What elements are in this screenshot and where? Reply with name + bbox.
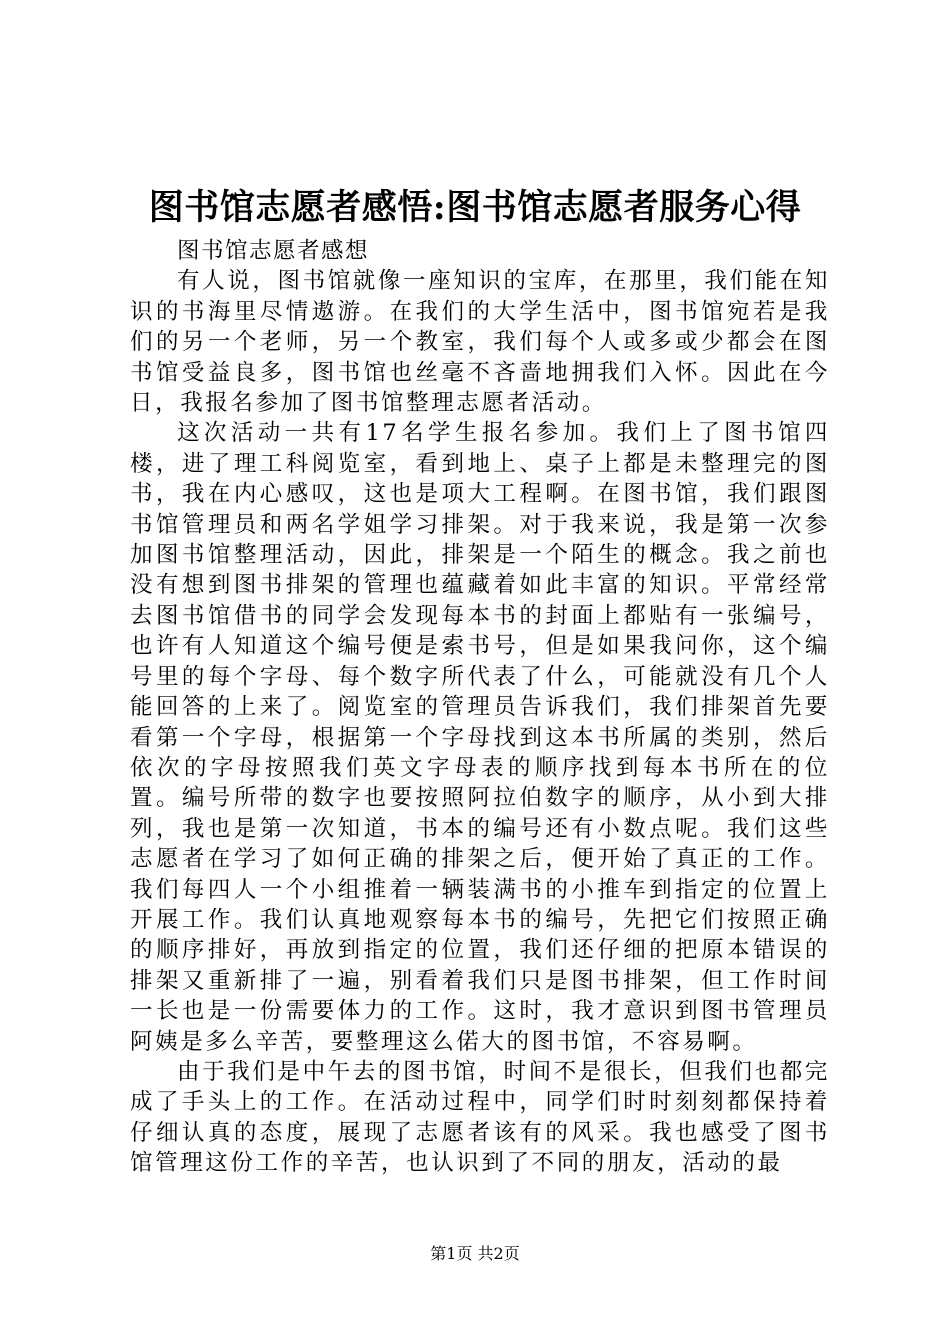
paragraph-3: 由于我们是中午去的图书馆，时间不是很长，但我们也都完成了手头上的工作。在活动过程中，同学们时时刻刻都保持着仔细认真的态度，展现了志愿者该有的风采。我也感受了图书馆管理这份工作的辛苦，也认识到了不同的朋友，活动的最 [130,1058,830,1177]
section-heading: 图书馆志愿者感想 [177,238,370,264]
paragraph-1: 有人说，图书馆就像一座知识的宝库，在那里，我们能在知识的书海里尽情遨游。在我们的大学生活中，图书馆宛若是我们的另一个老师，另一个教室，我们每个人或多或少都会在图书馆受益良多，图书馆也丝毫不吝啬地拥我们入怀。因此在今日，我报名参加了图书馆整理志愿者活动。 [130,268,830,417]
paragraph-2: 这次活动一共有17名学生报名参加。我们上了图书馆四楼，进了理工科阅览室，看到地上、桌子上都是未整理完的图书，我在内心感叹，这也是项大工程啊。在图书馆，我们跟图书馆管理员和两名学姐学习排架。对于我来说，我是第一次参加图书馆整理活动，因此，排架是一个陌生的概念。我之前也没有想到图书排架的管理也蕴藏着如此丰富的知识。平常经常去图书馆借书的同学会发现每本书的封面上都贴有一张编号，也许有人知道这个编号便是索书号，但是如果我问你，这个编号里的每个字母、每个数字所代表了什么，可能就没有几个人能回答的上来了。阅览室的管理员告诉我们，我们排架首先要看第一个字母，根据第一个字母找到这本书所属的类别，然后依次的字母按照我们英文字母表的顺序找到每本书所在的位置。编号所带的数字也要按照阿拉伯数字的顺序，从小到大排列，我也是第一次知道，书本的编号还有小数点呢。我们这些志愿者在学习了如何正确的排架之后，便开始了真正的工作。我们每四人一个小组推着一辆装满书的小推车到指定的位置上开展工作。我们认真地观察每本书的编号，先把它们按照正确的顺序排好，再放到指定的位置，我们还仔细的把原本错误的排架又重新排了一遍，别看着我们只是图书排架，但工作时间一长也是一份需要体力的工作。这时，我才意识到图书管理员阿姨是多么辛苦，要整理这么偌大的图书馆，不容易啊。 [130,420,830,1055]
document-title: 图书馆志愿者感悟:图书馆志愿者服务心得 [148,187,802,228]
page-footer: 第1页 共2页 [430,1244,520,1263]
document-body [130,236,830,1179]
